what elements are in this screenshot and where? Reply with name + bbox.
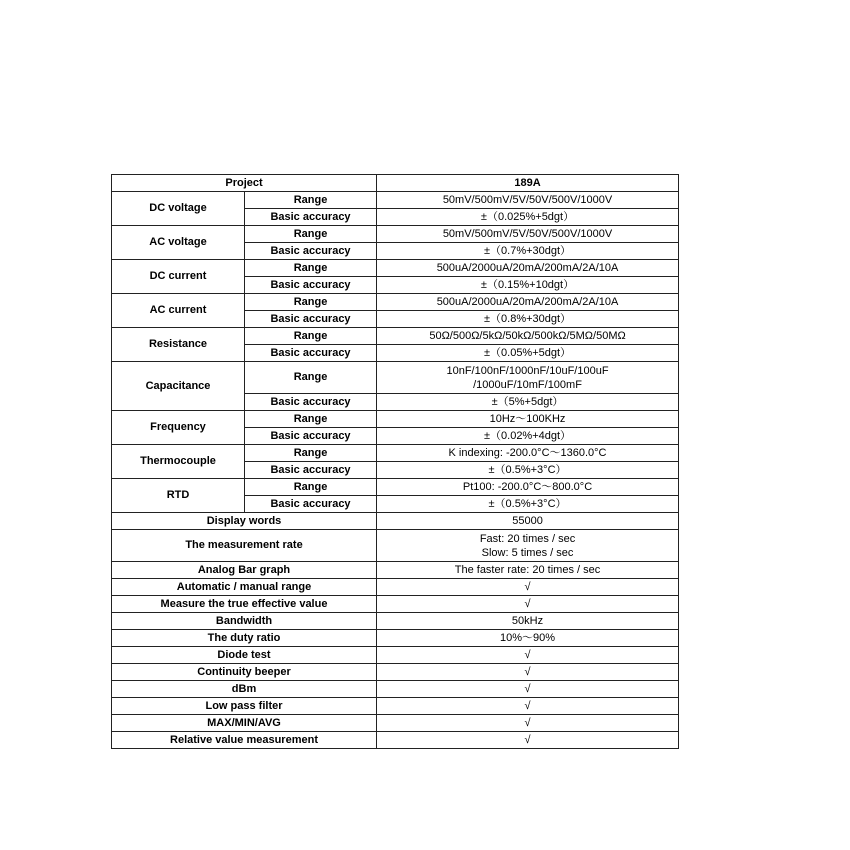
accuracy-label: Basic accuracy: [245, 311, 377, 328]
range-line: 10nF/100nF/1000nF/10uF/100uF: [446, 364, 609, 377]
measurement-name: Frequency: [112, 411, 245, 445]
range-label: Range: [245, 192, 377, 209]
table-row: [112, 698, 679, 715]
header-project: Project: [112, 175, 377, 192]
range-label: Range: [245, 362, 377, 394]
table-row: [112, 647, 679, 664]
measurement-name: AC current: [112, 294, 245, 328]
table-row: [112, 411, 679, 428]
header-model: 189A: [377, 175, 679, 192]
table-row: [112, 445, 679, 462]
accuracy-label: Basic accuracy: [245, 394, 377, 411]
table-row: [112, 260, 679, 277]
measurement-name: Capacitance: [112, 362, 245, 411]
feature-name: Measure the true effective value: [112, 596, 377, 613]
accuracy-value: ±（0.5%+3°C）: [377, 462, 679, 479]
accuracy-value: ±（0.025%+5dgt）: [377, 209, 679, 226]
accuracy-value: ±（0.8%+30dgt）: [377, 311, 679, 328]
feature-value: 50kHz: [377, 613, 679, 630]
table-row: [112, 715, 679, 732]
feature-name: Bandwidth: [112, 613, 377, 630]
range-label: Range: [245, 328, 377, 345]
range-label: Range: [245, 294, 377, 311]
feature-name: Diode test: [112, 647, 377, 664]
range-value: 10Hz～100KHz: [377, 411, 679, 428]
feature-value: The faster rate: 20 times / sec: [377, 562, 679, 579]
accuracy-label: Basic accuracy: [245, 243, 377, 260]
measurement-name: DC current: [112, 260, 245, 294]
table-row: [112, 530, 679, 562]
table-row: [112, 630, 679, 647]
measurement-name: DC voltage: [112, 192, 245, 226]
spec-table: [111, 174, 679, 749]
table-row: [112, 732, 679, 749]
accuracy-label: Basic accuracy: [245, 428, 377, 445]
header-row: [112, 175, 679, 192]
feature-value: 10%～90%: [377, 630, 679, 647]
table-row: [112, 664, 679, 681]
checkmark-icon: √: [377, 715, 679, 732]
feature-name: Analog Bar graph: [112, 562, 377, 579]
table-row: [112, 328, 679, 345]
table-row: [112, 596, 679, 613]
accuracy-label: Basic accuracy: [245, 345, 377, 362]
checkmark-icon: √: [377, 647, 679, 664]
measurement-name: Resistance: [112, 328, 245, 362]
feature-name: The measurement rate: [112, 530, 377, 562]
measurement-name: Thermocouple: [112, 445, 245, 479]
table-row: [112, 362, 679, 394]
table-row: [112, 613, 679, 630]
table-row: [112, 192, 679, 209]
measurement-name: AC voltage: [112, 226, 245, 260]
accuracy-label: Basic accuracy: [245, 277, 377, 294]
measurement-name: RTD: [112, 479, 245, 513]
accuracy-value: ±（0.05%+5dgt）: [377, 345, 679, 362]
range-value: 500uA/2000uA/20mA/200mA/2A/10A: [377, 294, 679, 311]
range-value: Pt100: -200.0°C～800.0°C: [377, 479, 679, 496]
feature-name: Continuity beeper: [112, 664, 377, 681]
range-value: 50mV/500mV/5V/50V/500V/1000V: [377, 192, 679, 209]
feature-value-line: Fast: 20 times / sec: [479, 532, 576, 545]
range-value: [377, 362, 679, 394]
feature-name: The duty ratio: [112, 630, 377, 647]
table-row: [112, 562, 679, 579]
accuracy-value: ±（0.7%+30dgt）: [377, 243, 679, 260]
feature-name: dBm: [112, 681, 377, 698]
accuracy-label: Basic accuracy: [245, 209, 377, 226]
table-row: [112, 579, 679, 596]
accuracy-value: ±（0.15%+10dgt）: [377, 277, 679, 294]
range-line: /1000uF/10mF/100mF: [473, 378, 582, 391]
feature-value: [377, 530, 679, 562]
accuracy-label: Basic accuracy: [245, 496, 377, 513]
checkmark-icon: √: [377, 664, 679, 681]
range-label: Range: [245, 226, 377, 243]
range-value: 50Ω/500Ω/5kΩ/50kΩ/500kΩ/5MΩ/50MΩ: [377, 328, 679, 345]
accuracy-value: ±（0.5%+3°C）: [377, 496, 679, 513]
feature-value: 55000: [377, 513, 679, 530]
checkmark-icon: √: [377, 579, 679, 596]
checkmark-icon: √: [377, 698, 679, 715]
checkmark-icon: √: [377, 596, 679, 613]
table-row: [112, 681, 679, 698]
range-value: K indexing: -200.0°C～1360.0°C: [377, 445, 679, 462]
table-row: [112, 294, 679, 311]
table-row: [112, 479, 679, 496]
feature-name: Automatic / manual range: [112, 579, 377, 596]
accuracy-label: Basic accuracy: [245, 462, 377, 479]
range-label: Range: [245, 411, 377, 428]
checkmark-icon: √: [377, 681, 679, 698]
feature-name: Relative value measurement: [112, 732, 377, 749]
accuracy-value: ±（5%+5dgt）: [377, 394, 679, 411]
feature-value-line: Slow: 5 times / sec: [481, 546, 574, 559]
range-value: 50mV/500mV/5V/50V/500V/1000V: [377, 226, 679, 243]
range-label: Range: [245, 445, 377, 462]
feature-name: Low pass filter: [112, 698, 377, 715]
range-label: Range: [245, 479, 377, 496]
range-label: Range: [245, 260, 377, 277]
accuracy-value: ±（0.02%+4dgt）: [377, 428, 679, 445]
checkmark-icon: √: [377, 732, 679, 749]
table-row: [112, 226, 679, 243]
feature-name: Display words: [112, 513, 377, 530]
table-row: [112, 513, 679, 530]
feature-name: MAX/MIN/AVG: [112, 715, 377, 732]
range-value: 500uA/2000uA/20mA/200mA/2A/10A: [377, 260, 679, 277]
